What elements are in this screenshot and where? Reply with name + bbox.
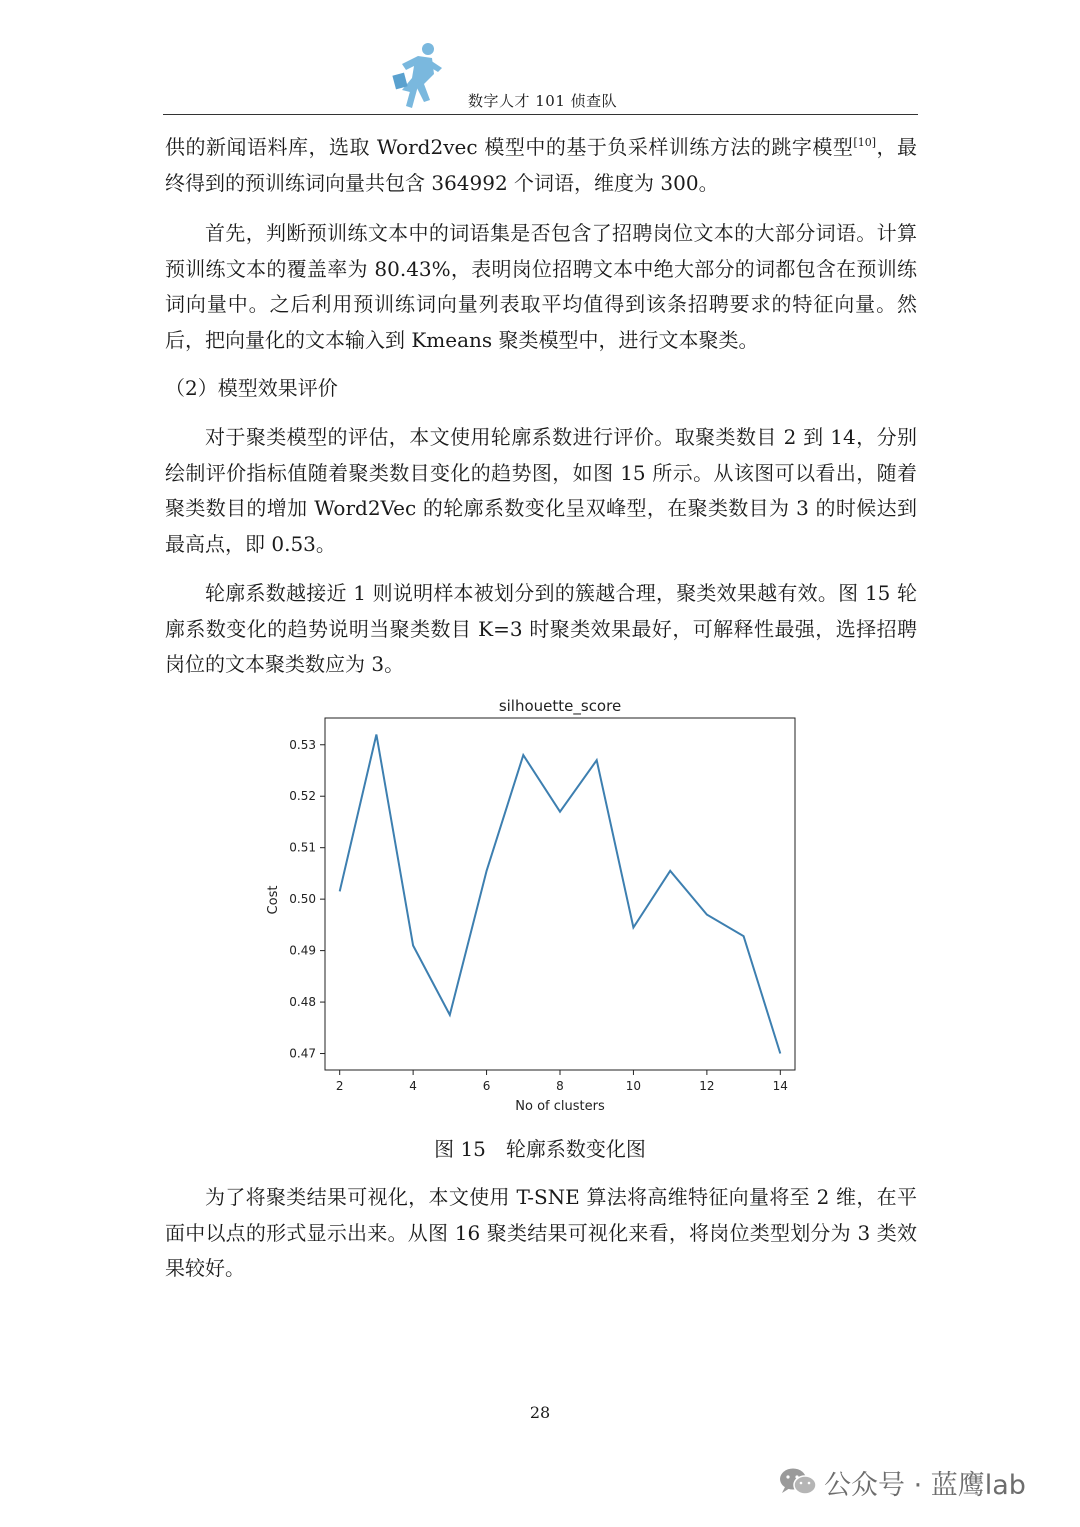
series-line (340, 735, 781, 1054)
wechat-icon (778, 1467, 818, 1497)
paragraph-1-text-a: 供的新闻语料库，选取 Word2vec 模型中的基于负采样训练方法的跳字模型 (165, 135, 854, 159)
y-axis-label: Cost (266, 885, 281, 915)
x-tick-label: 4 (409, 1079, 417, 1093)
watermark-text: 公众号 · 蓝鹰lab (824, 1469, 1026, 1501)
x-tick-label: 6 (482, 1079, 491, 1093)
chart-title: silhouette_score (498, 697, 622, 715)
y-tick-label: 0.52 (289, 789, 316, 804)
paragraph-5: 为了将聚类结果可视化，本文使用 T-SNE 算法将高维特征向量将至 2 维，在平面中以点的形式显示出来。从图 16 聚类结果可视化来看，将岗位类型划分为 3 类效果较好。 (165, 1185, 917, 1280)
paragraph-1 (165, 130, 917, 201)
x-tick-label: 8 (556, 1079, 564, 1093)
x-tick-label: 14 (772, 1079, 788, 1093)
paragraph-1-text-b: ，最终得到的预训练词向量共包含 364992 个词语，维度为 300。 (165, 135, 918, 195)
page-number: 28 (529, 1403, 551, 1422)
y-tick-label: 0.53 (289, 737, 316, 752)
x-tick-label: 12 (699, 1079, 715, 1093)
header-title: 数字人才 101 侦查队 (468, 92, 618, 110)
section-subheading: （2）模型效果评价 (165, 376, 338, 400)
x-axis-label: No of clusters (515, 1099, 605, 1114)
paragraph-4: 轮廓系数越接近 1 则说明样本被划分到的簇越合理，聚类效果越有效。图 15 轮廓系数变化的趋势说明当聚类数目 K=3 时聚类效果最好，可解释性最强，选择招聘岗位的文本聚类数应为 3。 (165, 581, 917, 676)
plot-frame (325, 718, 795, 1070)
y-tick-label: 0.50 (289, 892, 316, 907)
silhouette-chart (255, 692, 815, 1124)
figure-caption: 图 15 轮廓系数变化图 (434, 1137, 646, 1161)
citation-ref: [10] (853, 136, 876, 149)
x-tick-label: 2 (335, 1079, 344, 1093)
watermark (778, 1462, 1026, 1502)
paragraph-3: 对于聚类模型的评估，本文使用轮廓系数进行评价。取聚类数目 2 到 14，分别绘制评价指标值随着聚类数目变化的趋势图，如图 15 所示。从该图可以看出，随着聚类数目的增加 Word2Vec 的轮廓系数变化呈双峰型，在聚类数目为 3 的时候达到最高点，即 0.53。 (165, 425, 917, 556)
page-header (163, 40, 918, 116)
header-rule (163, 114, 918, 115)
series-group (340, 735, 781, 1054)
x-tick-label: 10 (625, 1079, 642, 1093)
paragraph-2: 首先，判断预训练文本中的词语集是否包含了招聘岗位文本的大部分词语。计算预训练文本的覆盖率为 80.43%，表明岗位招聘文本中绝大部分的词都包含在预训练词向量中。之后利用预训练词向量列表取平均值得到该条招聘要求的特征向量。然后，把向量化的文本输入到 Kmeans 聚类模型中，进行文本聚类。 (165, 221, 917, 352)
y-tick-label: 0.49 (289, 943, 316, 958)
y-tick-label: 0.51 (289, 840, 316, 855)
running-figure-icon (388, 40, 448, 114)
y-tick-label: 0.47 (289, 1046, 316, 1061)
y-tick-label: 0.48 (289, 995, 316, 1010)
